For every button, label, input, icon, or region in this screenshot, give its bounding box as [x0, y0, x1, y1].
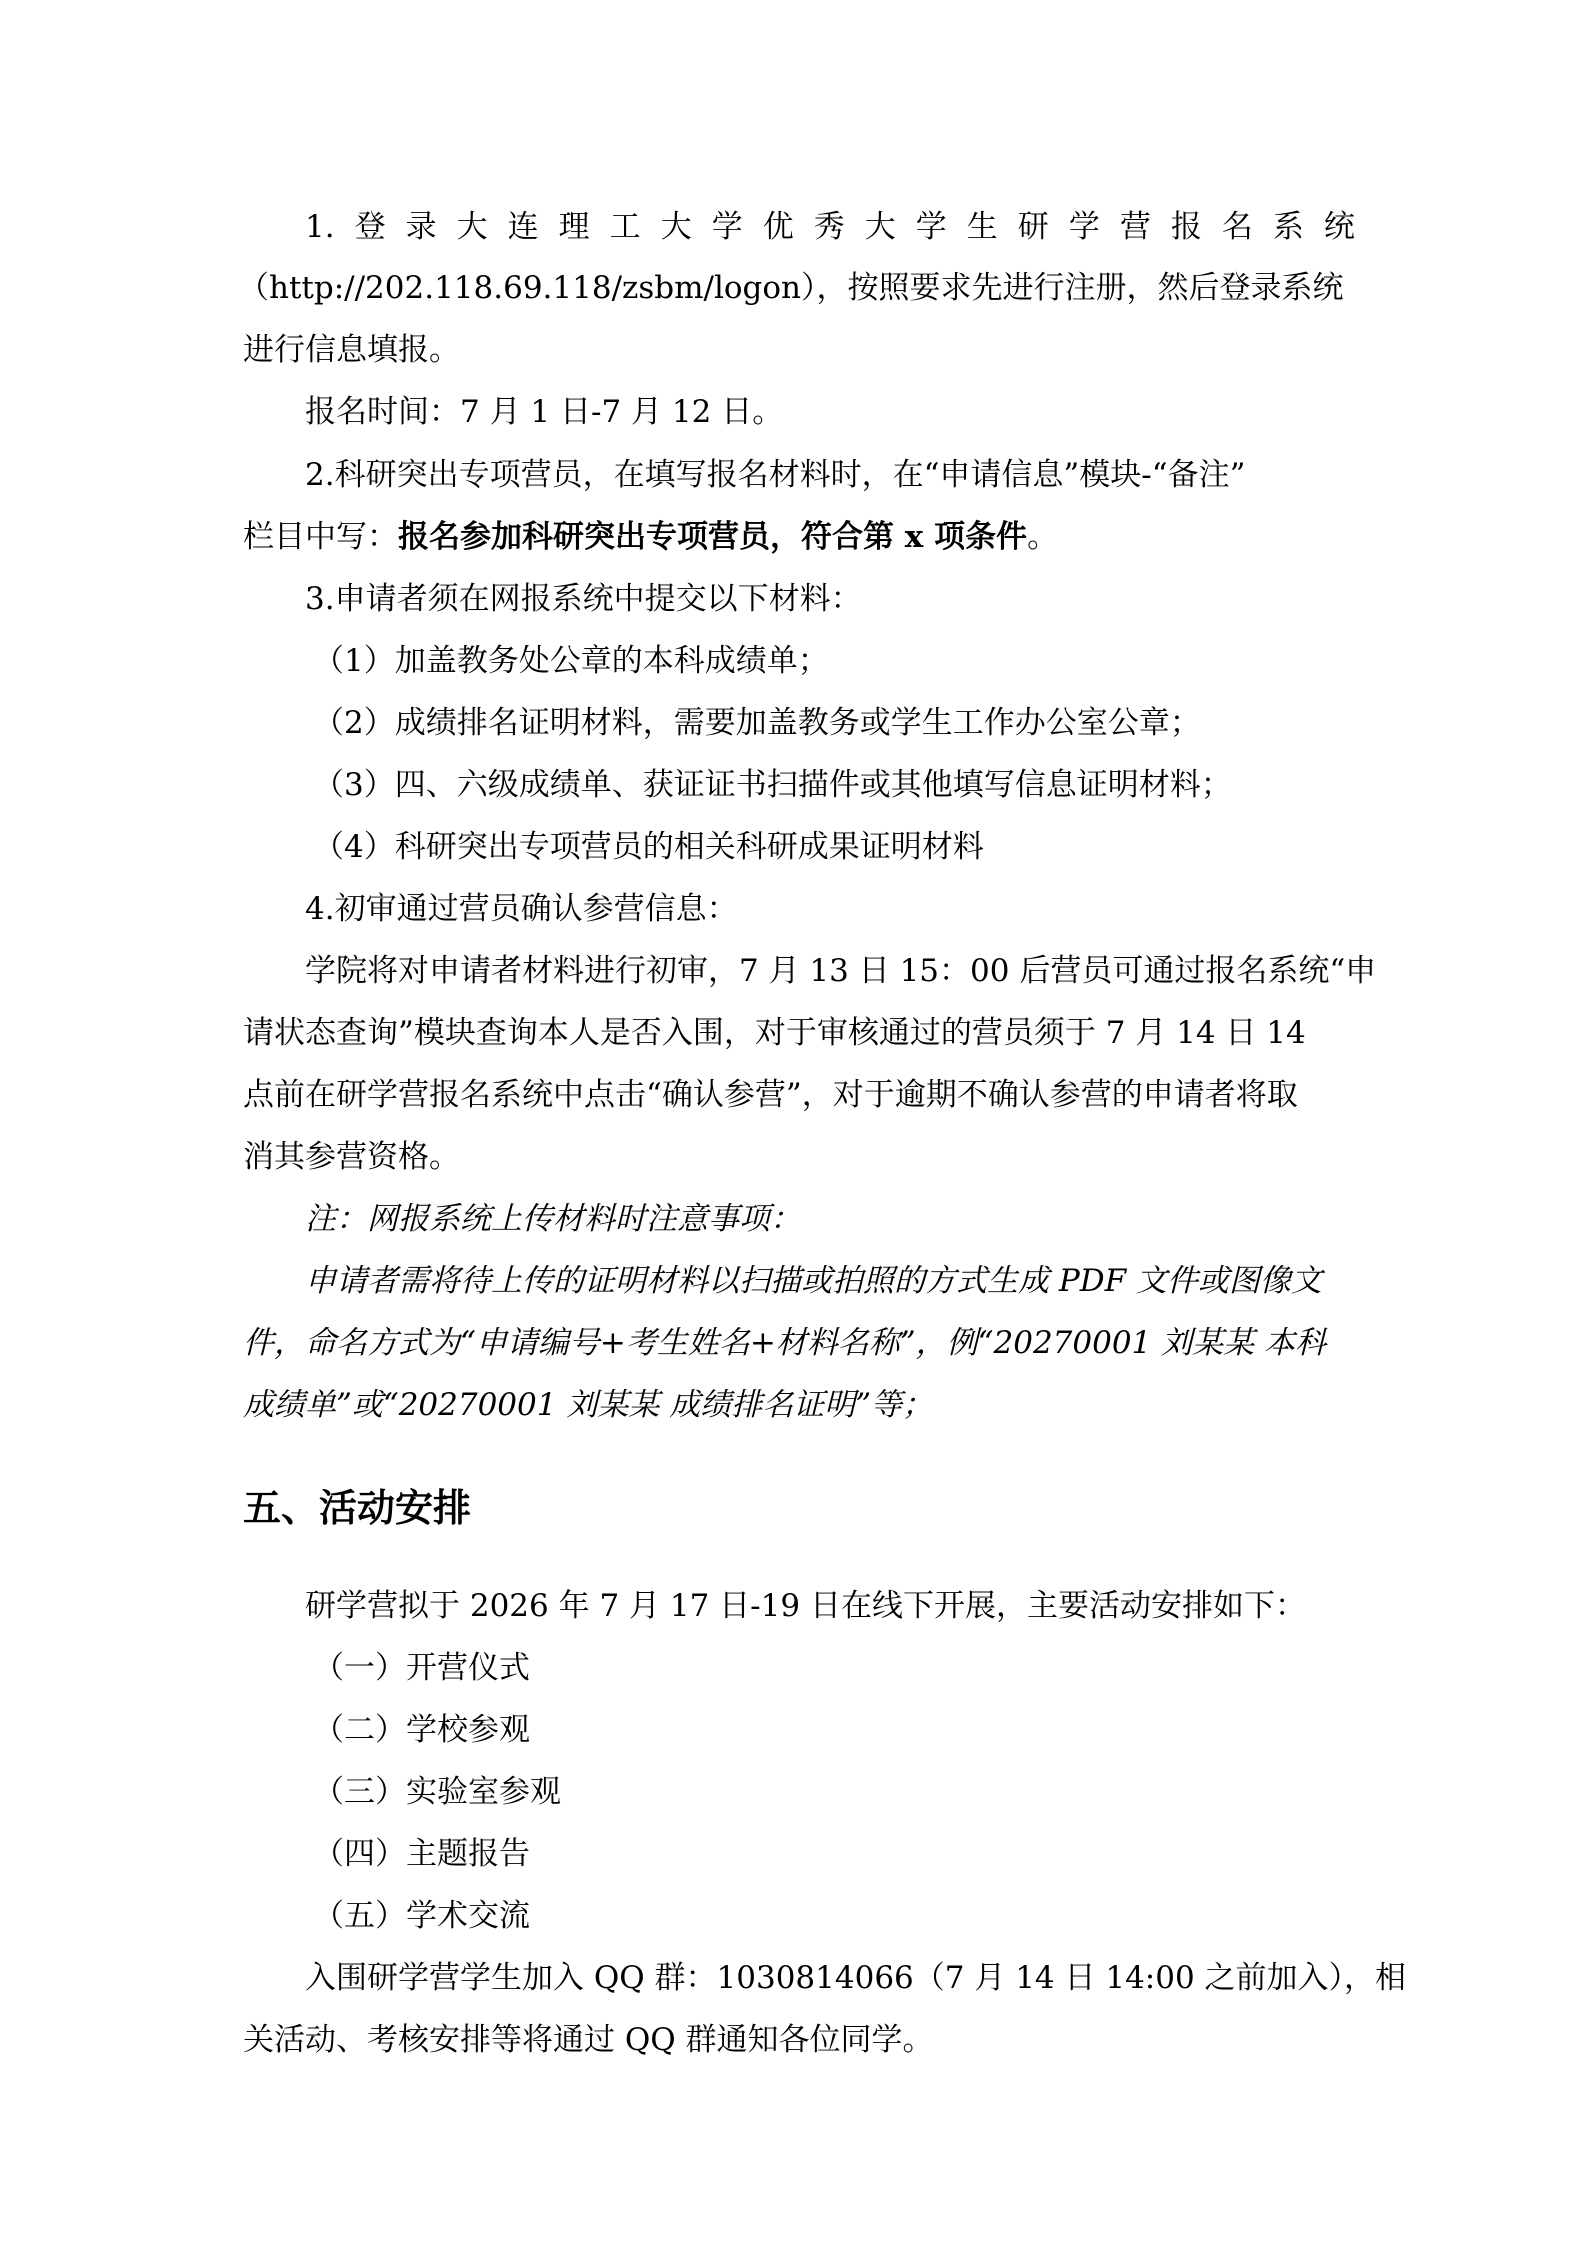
item1-char: 学	[711, 209, 743, 245]
item3-title: 3.申请者须在网报系统中提交以下材料：	[305, 581, 862, 617]
qq-group-line1: 入围研学营学生加入 QQ 群：1030814066（7 月 14 日 14:00 之前加入），相	[305, 1960, 1407, 1996]
item1-char: 理	[558, 209, 590, 245]
item1-char: 名	[1221, 209, 1253, 245]
qq-group-line2: 关活动、考核安排等将通过 QQ 群通知各位同学。	[243, 2022, 934, 2058]
item4-title: 4.初审通过营员确认参营信息：	[305, 891, 738, 927]
item1-char: 连	[507, 209, 539, 245]
note-line1: 申请者需将待上传的证明材料以扫描或拍照的方式生成 PDF 文件或图像文	[305, 1263, 1322, 1299]
item3-sub1: （1）加盖教务处公章的本科成绩单；	[313, 643, 829, 679]
activity-item-4: （四）主题报告	[313, 1836, 530, 1872]
item1-line3: 进行信息填报。	[243, 332, 460, 368]
item1-char: 1.	[305, 209, 335, 245]
item1-char: 统	[1323, 209, 1355, 245]
item2-line2	[243, 517, 1058, 557]
item1-char: 优	[762, 209, 794, 245]
note-line2: 件，命名方式为“申请编号+考生姓名+材料名称”，例“20270001 刘某某 本科	[243, 1325, 1326, 1361]
item2-bold-note: 报名参加科研突出专项营员，符合第 x 项条件	[398, 519, 1028, 555]
item4-para-line3: 点前在研学营报名系统中点击“确认参营”，对于逾期不确认参营的申请者将取	[243, 1077, 1298, 1113]
item1-char: 学	[1068, 209, 1100, 245]
item1-char: 登	[354, 209, 386, 245]
item3-sub3: （3）四、六级成绩单、获证证书扫描件或其他填写信息证明材料；	[313, 767, 1232, 803]
item1-char: 学	[915, 209, 947, 245]
activity-item-1: （一）开营仪式	[313, 1650, 530, 1686]
item2-line2-plain: 栏目中写：	[243, 519, 398, 555]
item1-char: 报	[1170, 209, 1202, 245]
item2-line1: 2.科研突出专项营员，在填写报名材料时，在“申请信息”模块-“备注”	[305, 457, 1246, 493]
note-line3: 成绩单”或“20270001 刘某某 成绩排名证明”等；	[243, 1387, 934, 1423]
item2-line2-end: 。	[1027, 519, 1059, 555]
activity-intro: 研学营拟于 2026 年 7 月 17 日-19 日在线下开展，主要活动安排如下：	[305, 1588, 1306, 1624]
item1-char: 营	[1119, 209, 1151, 245]
item1-char: 录	[405, 209, 437, 245]
activity-item-2: （二）学校参观	[313, 1712, 530, 1748]
activity-item-3: （三）实验室参观	[313, 1774, 561, 1810]
registration-time: 报名时间：7 月 1 日-7 月 12 日。	[305, 394, 784, 430]
item1-char: 工	[609, 209, 641, 245]
item1-char: 秀	[813, 209, 845, 245]
item4-para-line2: 请状态查询”模块查询本人是否入围，对于审核通过的营员须于 7 月 14 日 14	[243, 1015, 1306, 1051]
item1-char: 研	[1017, 209, 1049, 245]
item1-char: 系	[1272, 209, 1304, 245]
item1-char: 大	[864, 209, 896, 245]
item3-sub4: （4）科研突出专项营员的相关科研成果证明材料	[313, 829, 984, 865]
activity-item-5: （五）学术交流	[313, 1898, 530, 1934]
section-5-heading: 五、活动安排	[243, 1486, 472, 1530]
item1-line1	[305, 207, 1355, 247]
item3-sub2: （2）成绩排名证明材料，需要加盖教务或学生工作办公室公章；	[313, 705, 1201, 741]
item1-line2: （http://202.118.69.118/zsbm/logon），按照要求先进行注册，然后登录系统	[238, 270, 1344, 306]
item4-para-line4: 消其参营资格。	[243, 1139, 460, 1175]
item1-char: 大	[660, 209, 692, 245]
note-title: 注：网报系统上传材料时注意事项：	[305, 1201, 801, 1237]
item4-para-line1: 学院将对申请者材料进行初审，7 月 13 日 15：00 后营员可通过报名系统“申	[305, 953, 1377, 989]
item1-char: 大	[456, 209, 488, 245]
item1-char: 生	[966, 209, 998, 245]
